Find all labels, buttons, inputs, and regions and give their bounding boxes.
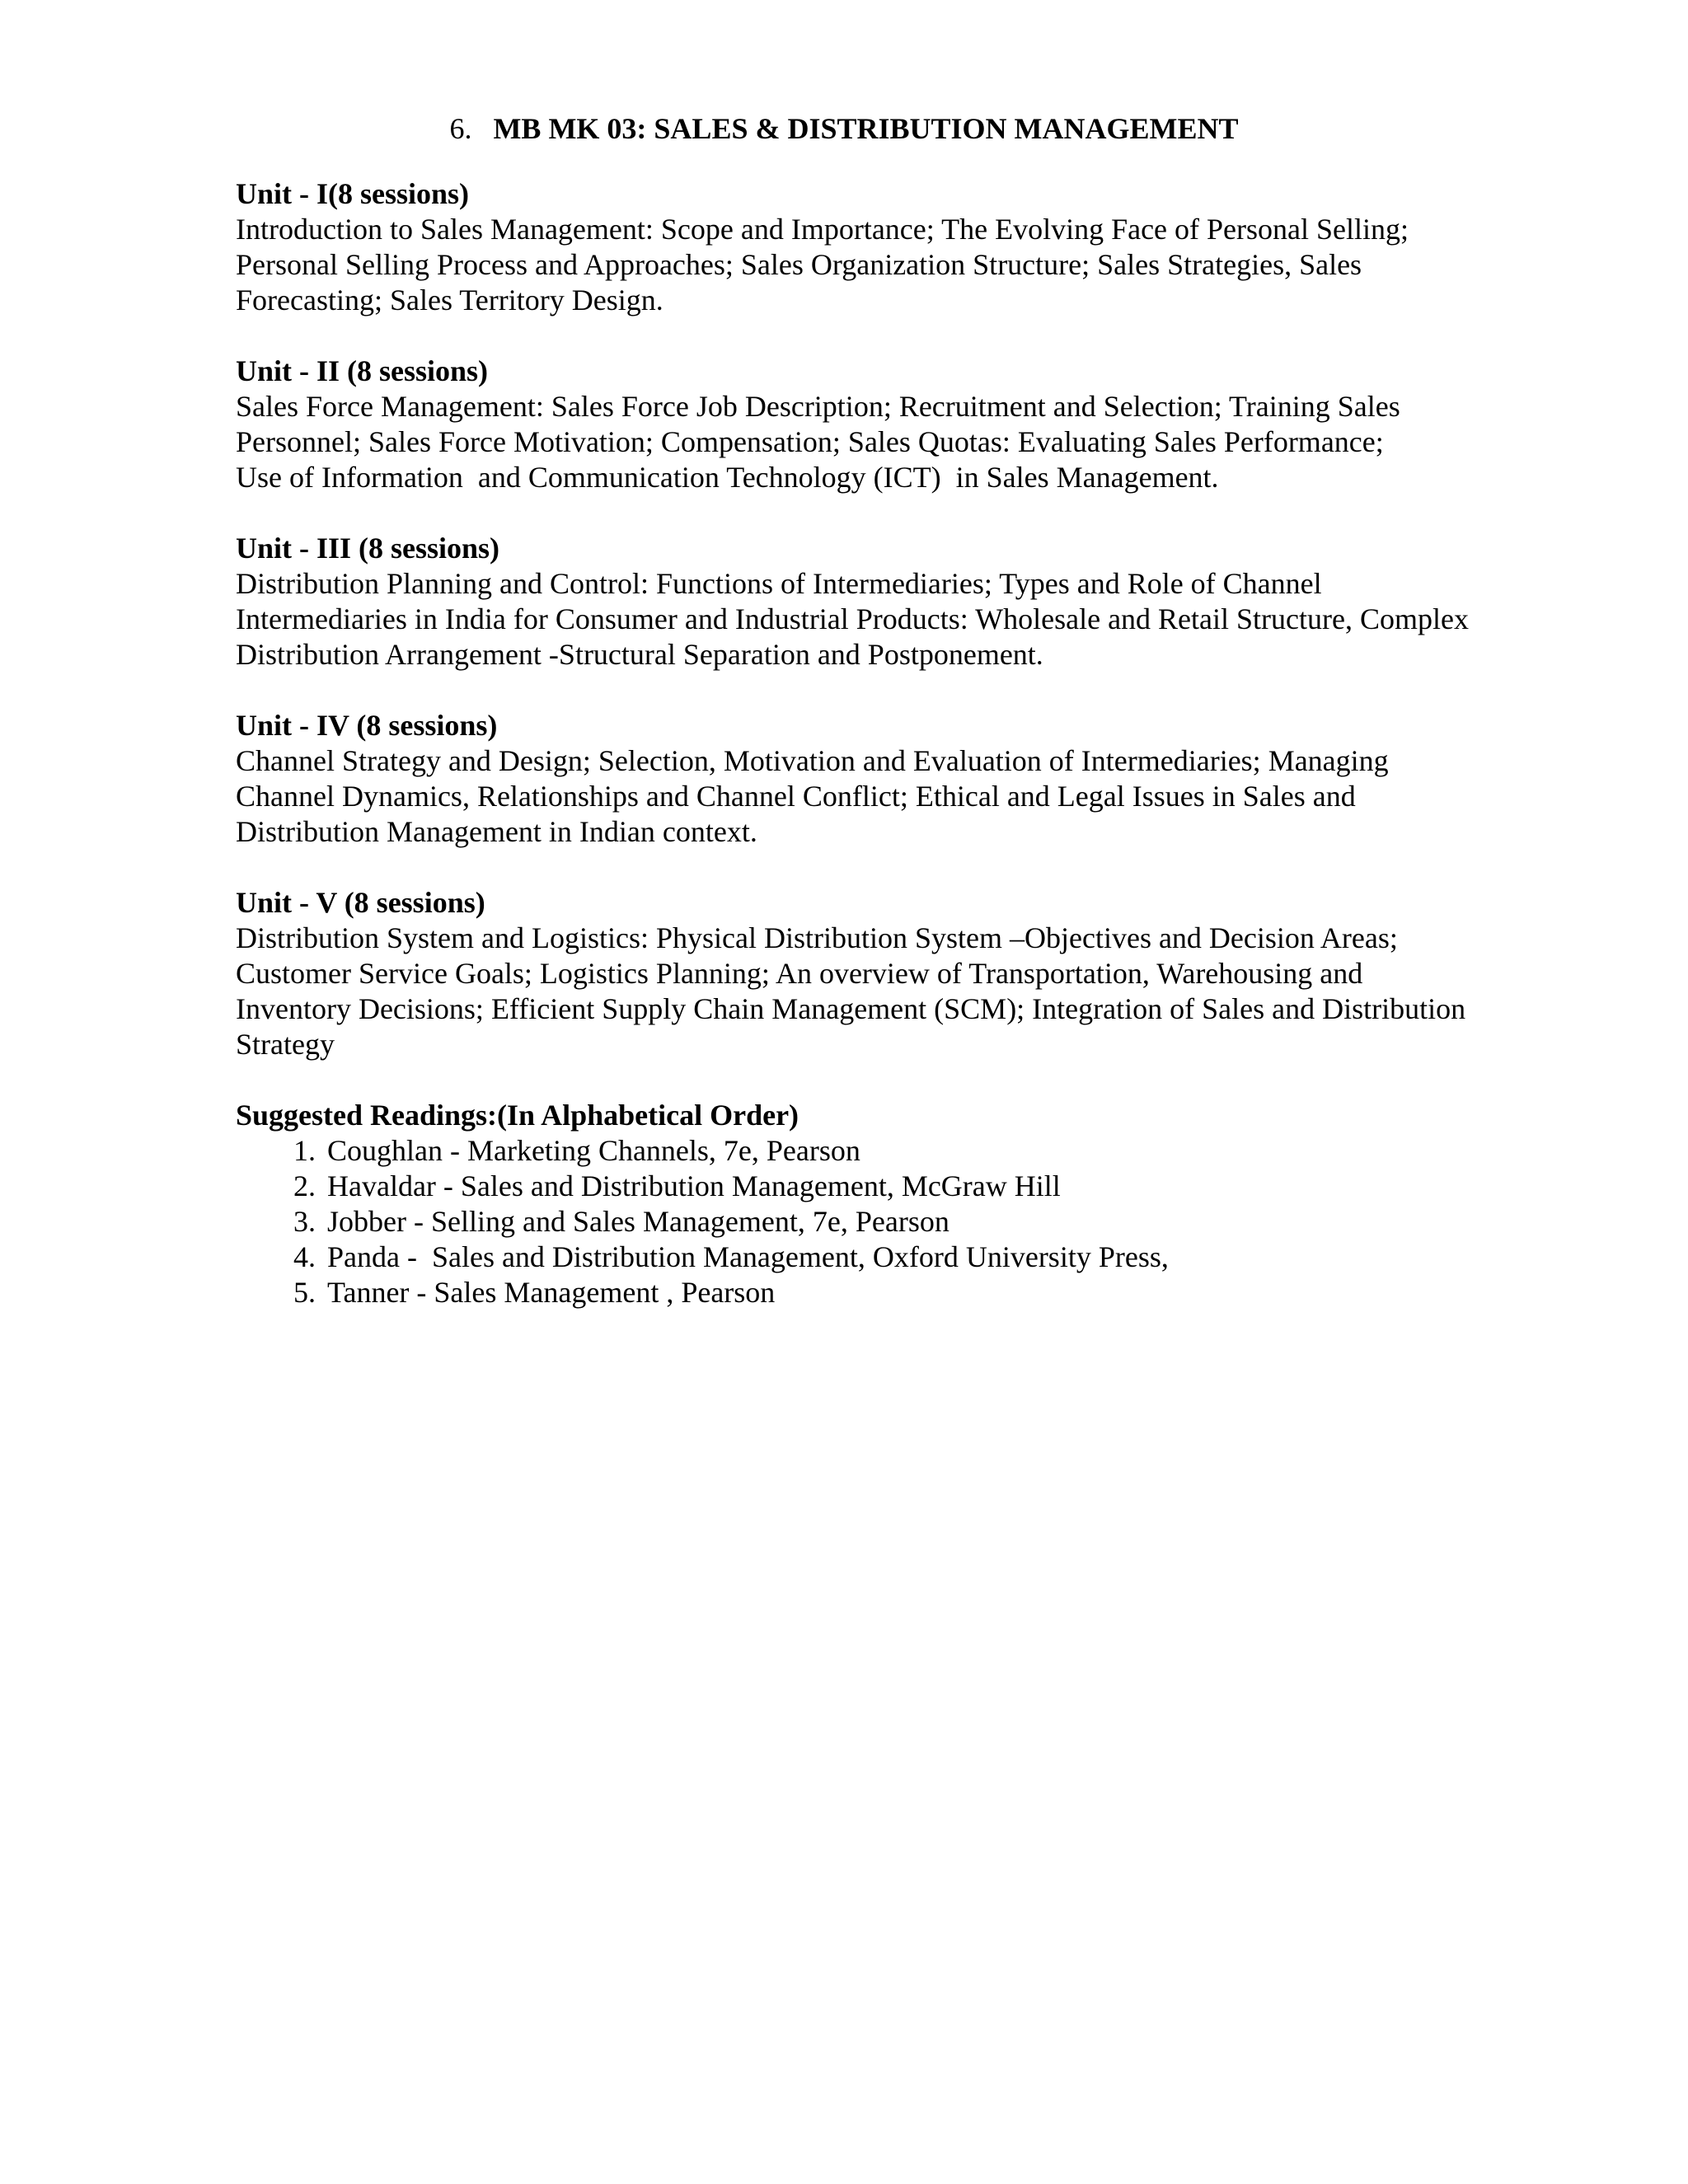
reading-text: Jobber - Selling and Sales Management, 7e, Pearson: [327, 1205, 950, 1238]
unit-2: [236, 354, 1554, 495]
unit-heading: Unit - II (8 sessions): [236, 354, 489, 387]
unit-text-line: Channel Strategy and Design; Selection, Motivation and Evaluation of Intermediaries; Managing: [236, 744, 1389, 777]
suggested-readings: [236, 1098, 1554, 1310]
reading-item: [236, 1240, 1554, 1275]
reading-number: 4.: [293, 1240, 316, 1273]
reading-item: [236, 1169, 1554, 1204]
reading-item: [236, 1204, 1554, 1240]
course-number: 6.: [449, 112, 472, 145]
unit-text-line: Channel Dynamics, Relationships and Channel Conflict; Ethical and Legal Issues in Sales and: [236, 780, 1356, 813]
unit-text-line: Forecasting; Sales Territory Design.: [236, 284, 663, 316]
unit-text-line: Introduction to Sales Management: Scope and Importance; The Evolving Face of Personal Selling;: [236, 213, 1409, 246]
unit-text-line: Personnel; Sales Force Motivation; Compensation; Sales Quotas: Evaluating Sales Performance;: [236, 425, 1384, 458]
reading-number: 5.: [293, 1276, 316, 1309]
syllabus-content: [236, 176, 1554, 1310]
reading-text: Havaldar - Sales and Distribution Management, McGraw Hill: [327, 1169, 1061, 1202]
unit-4: [236, 708, 1554, 850]
unit-heading: Unit - I(8 sessions): [236, 177, 470, 210]
course-title: [0, 110, 1688, 147]
readings-list: [236, 1133, 1554, 1310]
reading-number: 3.: [293, 1205, 316, 1238]
reading-item: [236, 1133, 1554, 1169]
reading-number: 1.: [293, 1134, 316, 1167]
unit-text-line: Inventory Decisions; Efficient Supply Chain Management (SCM); Integration of Sales and Distribution: [236, 992, 1466, 1025]
unit-text-line: Intermediaries in India for Consumer and Industrial Products: Wholesale and Retail Structure, Complex: [236, 602, 1469, 635]
unit-heading: Unit - IV (8 sessions): [236, 709, 498, 742]
unit-text-line: Distribution Arrangement -Structural Separation and Postponement.: [236, 638, 1043, 671]
unit-1: [236, 176, 1554, 318]
unit-3: [236, 531, 1554, 673]
reading-item: [236, 1275, 1554, 1310]
readings-heading: Suggested Readings:(In Alphabetical Order): [236, 1099, 799, 1132]
unit-text-line: Customer Service Goals; Logistics Planning; An overview of Transportation, Warehousing and: [236, 957, 1363, 990]
unit-text-line: Sales Force Management: Sales Force Job Description; Recruitment and Selection; Training Sales: [236, 390, 1400, 423]
unit-text-line: Use of Information and Communication Technology (ICT) in Sales Management.: [236, 461, 1219, 494]
unit-heading: Unit - V (8 sessions): [236, 886, 485, 919]
unit-text-line: Distribution Planning and Control: Functions of Intermediaries; Types and Role of Channel: [236, 567, 1322, 600]
reading-text: Tanner - Sales Management , Pearson: [327, 1276, 776, 1309]
reading-text: Panda - Sales and Distribution Management, Oxford University Press,: [327, 1240, 1169, 1273]
unit-heading: Unit - III (8 sessions): [236, 532, 500, 565]
unit-5: [236, 885, 1554, 1062]
unit-text-line: Strategy: [236, 1028, 335, 1061]
unit-text-line: Distribution Management in Indian context.: [236, 815, 757, 848]
reading-number: 2.: [293, 1169, 316, 1202]
reading-text: Coughlan - Marketing Channels, 7e, Pearson: [327, 1134, 860, 1167]
course-title-text: MB MK 03: SALES & DISTRIBUTION MANAGEMENT: [493, 112, 1239, 145]
unit-text-line: Personal Selling Process and Approaches; Sales Organization Structure; Sales Strategies, Sales: [236, 248, 1362, 281]
unit-text-line: Distribution System and Logistics: Physical Distribution System –Objectives and Decision Areas;: [236, 921, 1398, 954]
